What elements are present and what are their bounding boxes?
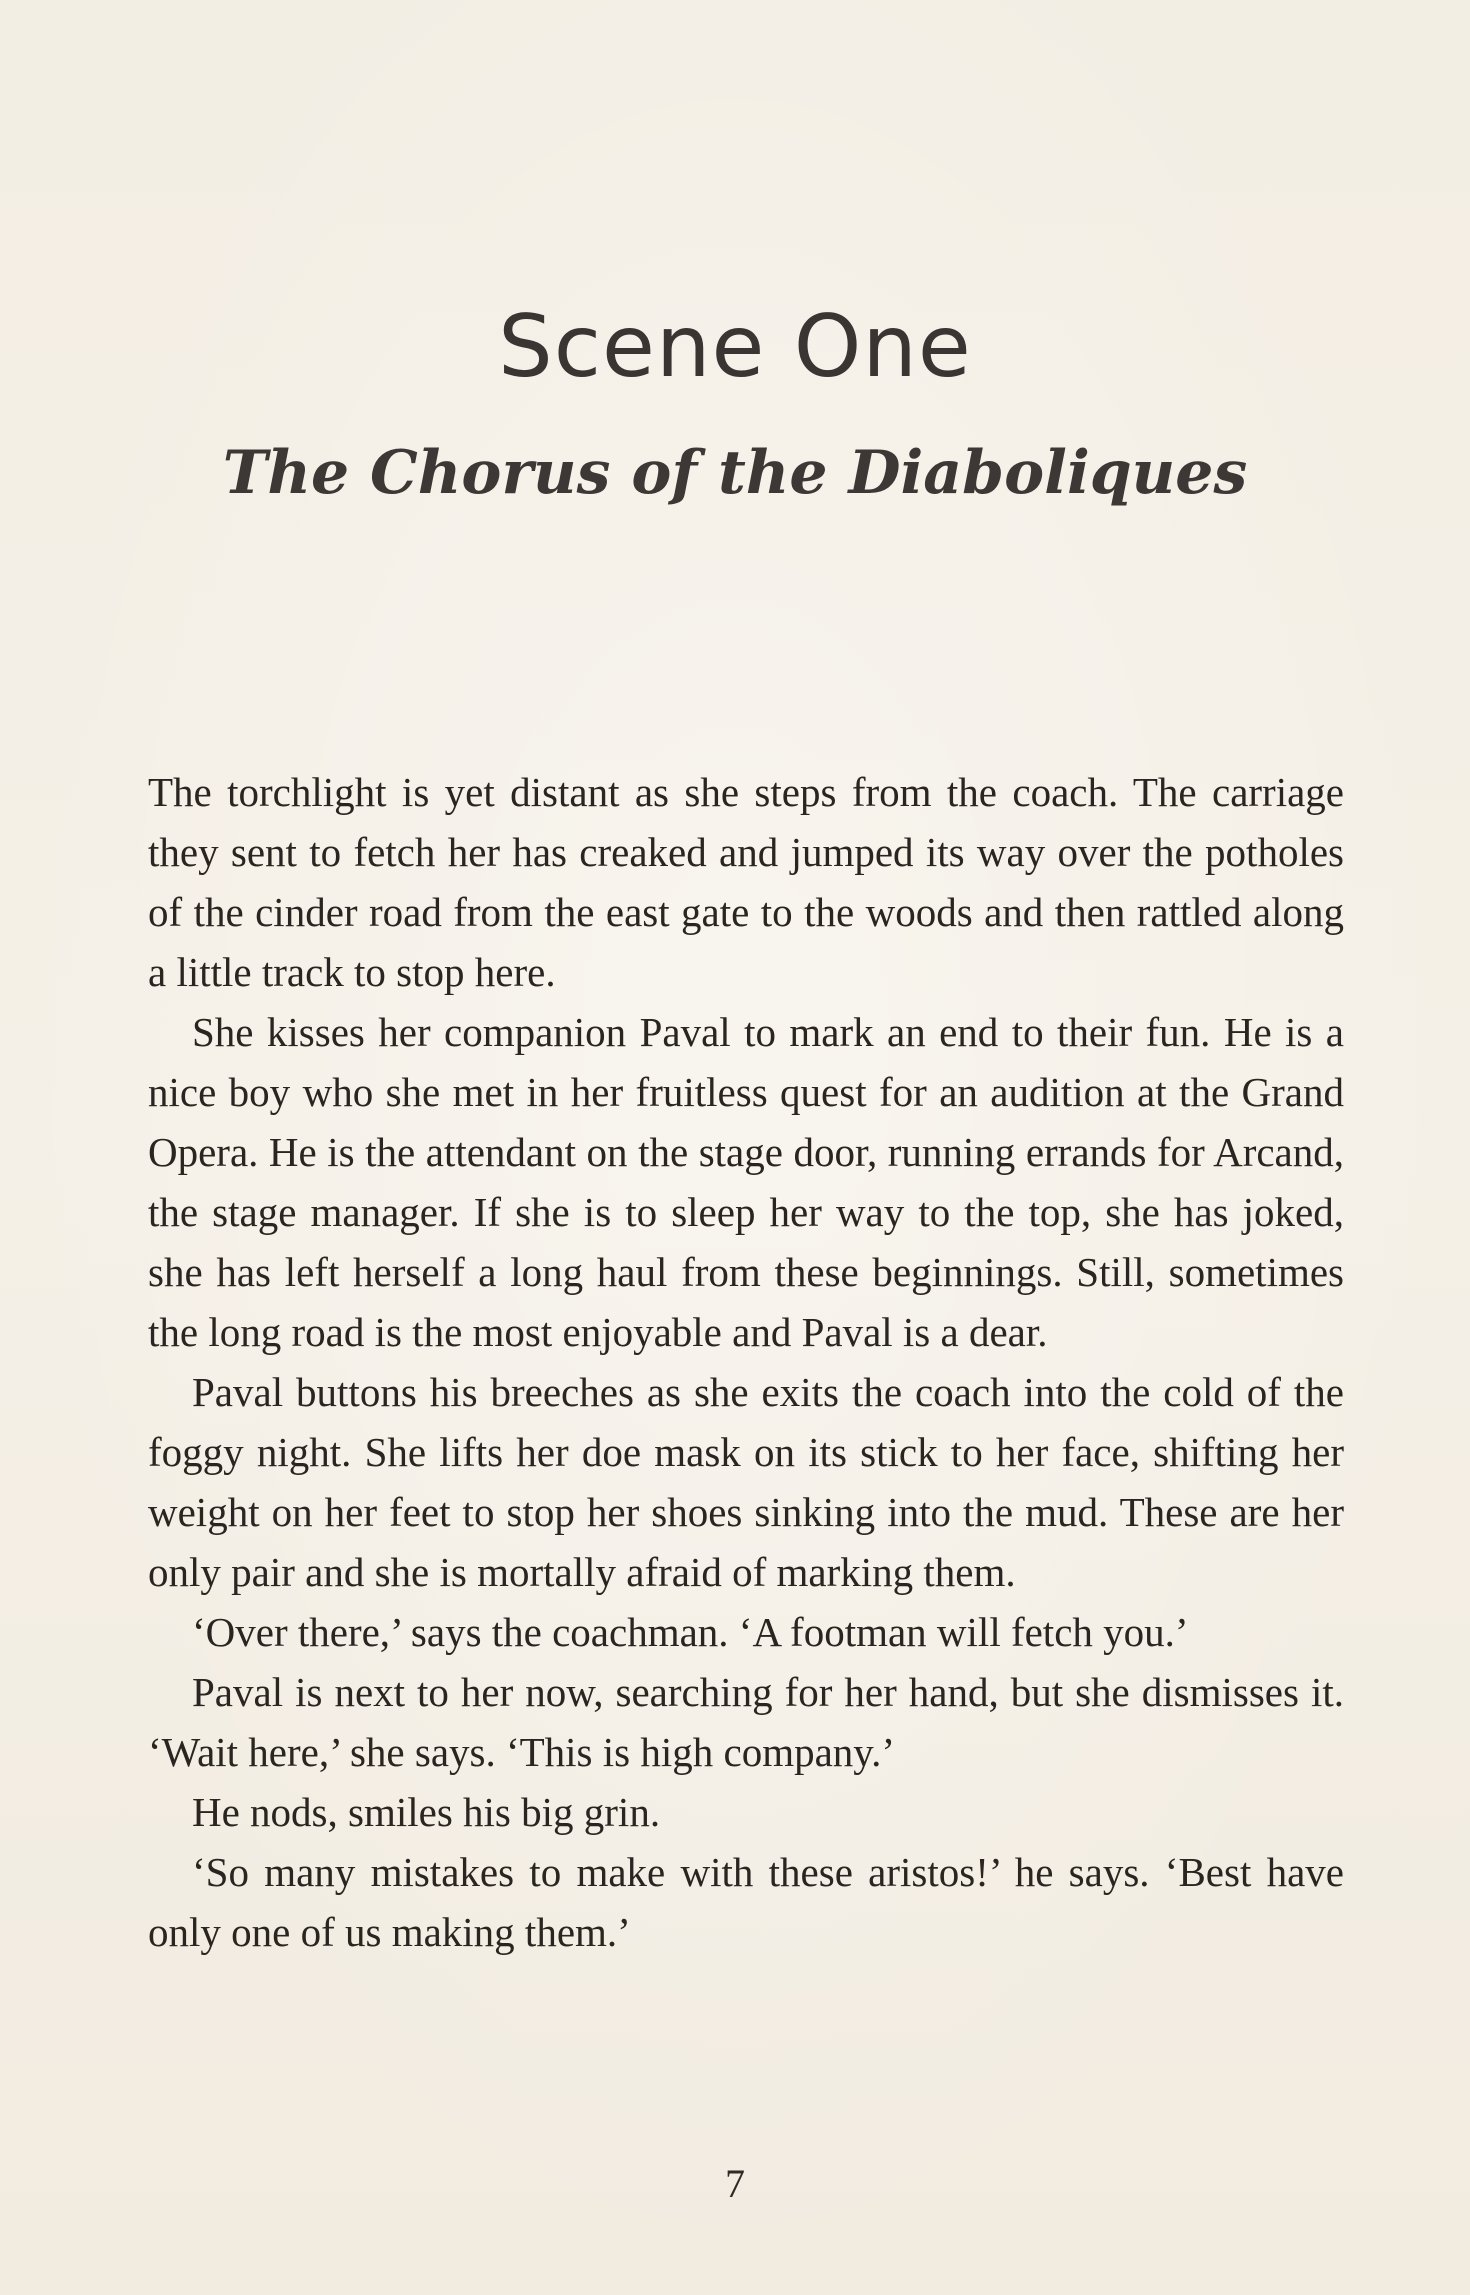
page-number: 7 [725,2161,745,2206]
body-text [148,762,1344,1962]
paragraph: Paval is next to her now, searching for her hand, but she dismisses it. ‘Wait here,’ she says. ‘This is high company.’ [148,1669,1344,1775]
chapter-title: Scene One [498,297,972,397]
paragraph: She kisses her companion Paval to mark an end to their fun. He is a nice boy who she met in her fruitless quest for an audition at the Grand Opera. He is the attendant on the stage door, running errands for Arcand, the stage manager. If she is to sleep her way to the top, she has joked, she has left herself a long haul from these beginnings. Still, sometimes the long road is the most enjoyable and Paval is a dear. [148,1009,1344,1355]
paragraph: He nods, smiles his big grin. [192,1789,661,1835]
chapter-subtitle: The Chorus of the Diaboliques [222,438,1248,508]
paragraph: The torchlight is yet distant as she steps from the coach. The carriage they sent to fetch her has creaked and jumped its way over the potholes of the cinder road from the east gate to the woods and then rattled along a little track to stop here. [148,769,1344,995]
paragraph: Paval buttons his breeches as she exits the coach into the cold of the foggy night. She lifts her doe mask on its stick to her face, shifting her weight on her feet to stop her shoes sinking into the mud. These are her only pair and she is mortally afraid of marking them. [148,1369,1344,1595]
paragraph: ‘Over there,’ says the coachman. ‘A footman will fetch you.’ [192,1609,1189,1655]
paragraph: ‘So many mistakes to make with these aristos!’ he says. ‘Best have only one of us making them.’ [148,1849,1344,1955]
